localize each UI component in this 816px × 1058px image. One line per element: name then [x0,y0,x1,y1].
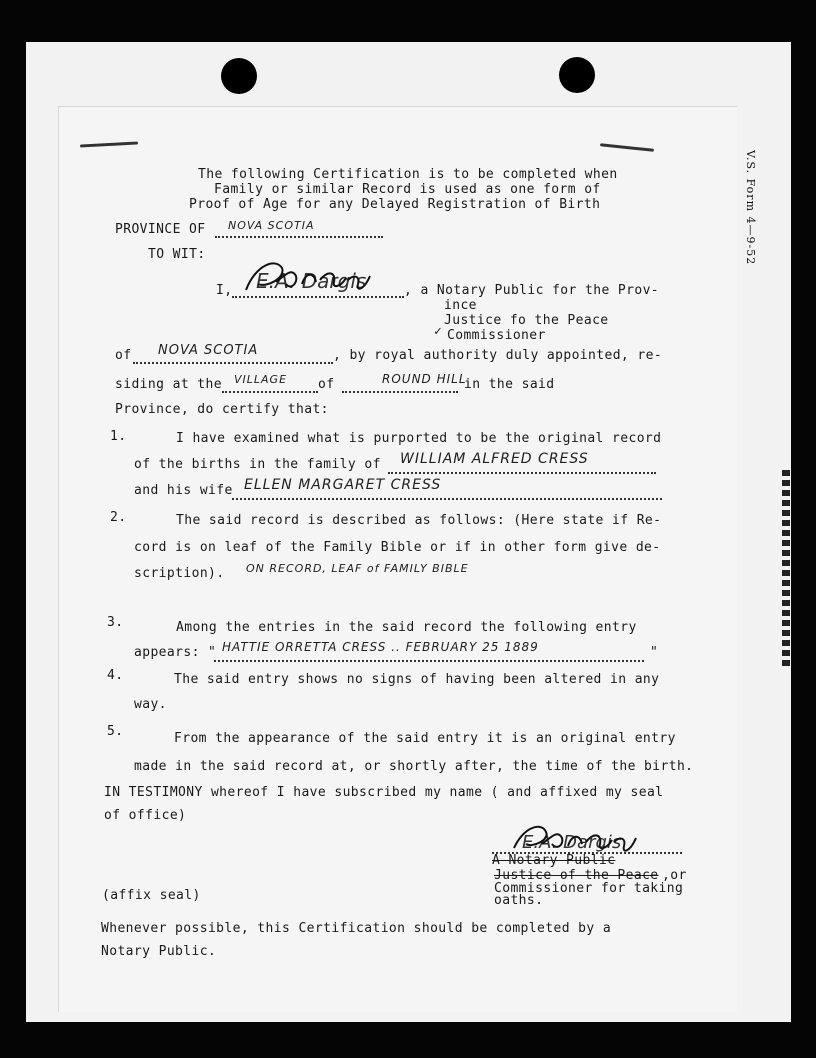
item-1-line-3: and his wife [134,483,233,498]
footer-line-1: Whenever possible, this Certification should be completed by a [101,921,612,936]
option-commissioner: Commissioner [447,328,546,343]
residing-value: VILLAGE [234,373,288,386]
of-label: of [115,348,132,363]
appointed-text: , by royal authority duly appointed, re- [333,348,663,363]
heading-line-1: The following Certification is to be completed when [198,167,618,182]
signature-notary-option: A Notary Public [492,853,616,868]
province-label: PROVINCE OF [115,222,206,237]
heading-line-3: Proof of Age for any Delayed Registration of Birth [189,197,601,212]
province-value: NOVA SCOTIA [228,219,315,232]
item-3-line-2: appears: " [134,645,217,660]
item-1-line-2: of the births in the family of [134,457,381,472]
said-province-text: in the said [464,377,555,392]
notary-line: , a Notary Public for the Prov- [404,283,660,298]
footer-line-2: Notary Public. [101,944,217,959]
item-1-number: 1. [110,429,127,444]
of-dotted-line [133,362,333,364]
affix-seal-label: (affix seal) [102,888,201,903]
of2-value: ROUND HILL [382,372,467,386]
signature-oaths-text: oaths. [494,893,544,908]
testimony-line-1: IN TESTIMONY whereof I have subscribed my name ( and affixed my seal [104,785,664,800]
residing-dotted-line [222,391,318,393]
item-2-number: 2. [110,510,127,525]
signature-justice-option: Justice of the Peace [494,868,659,883]
to-wit-label: TO WIT: [148,247,206,262]
residing-text: siding at the [115,377,222,392]
wife-name-value: ELLEN MARGARET CRESS [244,477,442,493]
item-5-line-2: made in the said record at, or shortly after, the time of the birth. [134,759,694,774]
signature-or-text: ,or [662,868,687,883]
signer-signature-image [236,254,386,298]
family-name-value: WILLIAM ALFRED CRESS [400,451,589,467]
item-5-line-1: From the appearance of the said entry it is an original entry [174,731,676,746]
edge-text-strip [782,470,790,670]
option-province: ince [444,298,477,313]
province-dotted-line [215,236,383,238]
entry-value: HATTIE ORRETTA CRESS .. FEBRUARY 25 1889 [222,640,539,654]
item-5-number: 5. [107,724,124,739]
item-3-line-1: Among the entries in the said record the following entry [176,620,637,635]
wife-dotted-line [232,498,662,500]
item-4-line-1: The said entry shows no signs of having been altered in any [174,672,660,687]
item-4-line-2: way. [134,697,167,712]
svg-text:E.A. Dargis: E.A. Dargis [256,269,367,293]
family-dotted-line [388,472,656,474]
punch-hole-left [221,58,257,94]
testimony-line-2: of office) [104,808,187,823]
signature-commissioner-option: Commissioner for taking [494,881,684,896]
check-mark-icon: ✓ [434,324,442,339]
item-2-line-2: cord is on leaf of the Family Bible or if in other form give de- [134,540,661,555]
option-justice: Justice fo the Peace [444,313,609,328]
item-3-close-quote: " [650,645,659,660]
of2-label: of [318,377,335,392]
side-form-label: V.S. Form 4—9-52 [744,150,757,266]
item-4-number: 4. [107,668,124,683]
entry-dotted-line [214,660,644,662]
punch-hole-right [559,57,595,93]
item-1-line-1: I have examined what is purported to be the original record [176,431,662,446]
of2-dotted-line [342,391,458,393]
item-3-number: 3. [107,615,124,630]
i-label: I, [216,283,233,298]
item-2-line-1: The said record is described as follows: (Here state if Re- [176,513,662,528]
record-description-value: ON RECORD, LEAF of FAMILY BIBLE [246,562,469,575]
svg-text:E.A. Dargis: E.A. Dargis [522,832,622,853]
of-value: NOVA SCOTIA [158,343,259,358]
item-2-line-3: scription). [134,566,225,581]
province-certify: Province, do certify that: [115,402,329,417]
heading-line-2: Family or similar Record is used as one form of [214,182,601,197]
